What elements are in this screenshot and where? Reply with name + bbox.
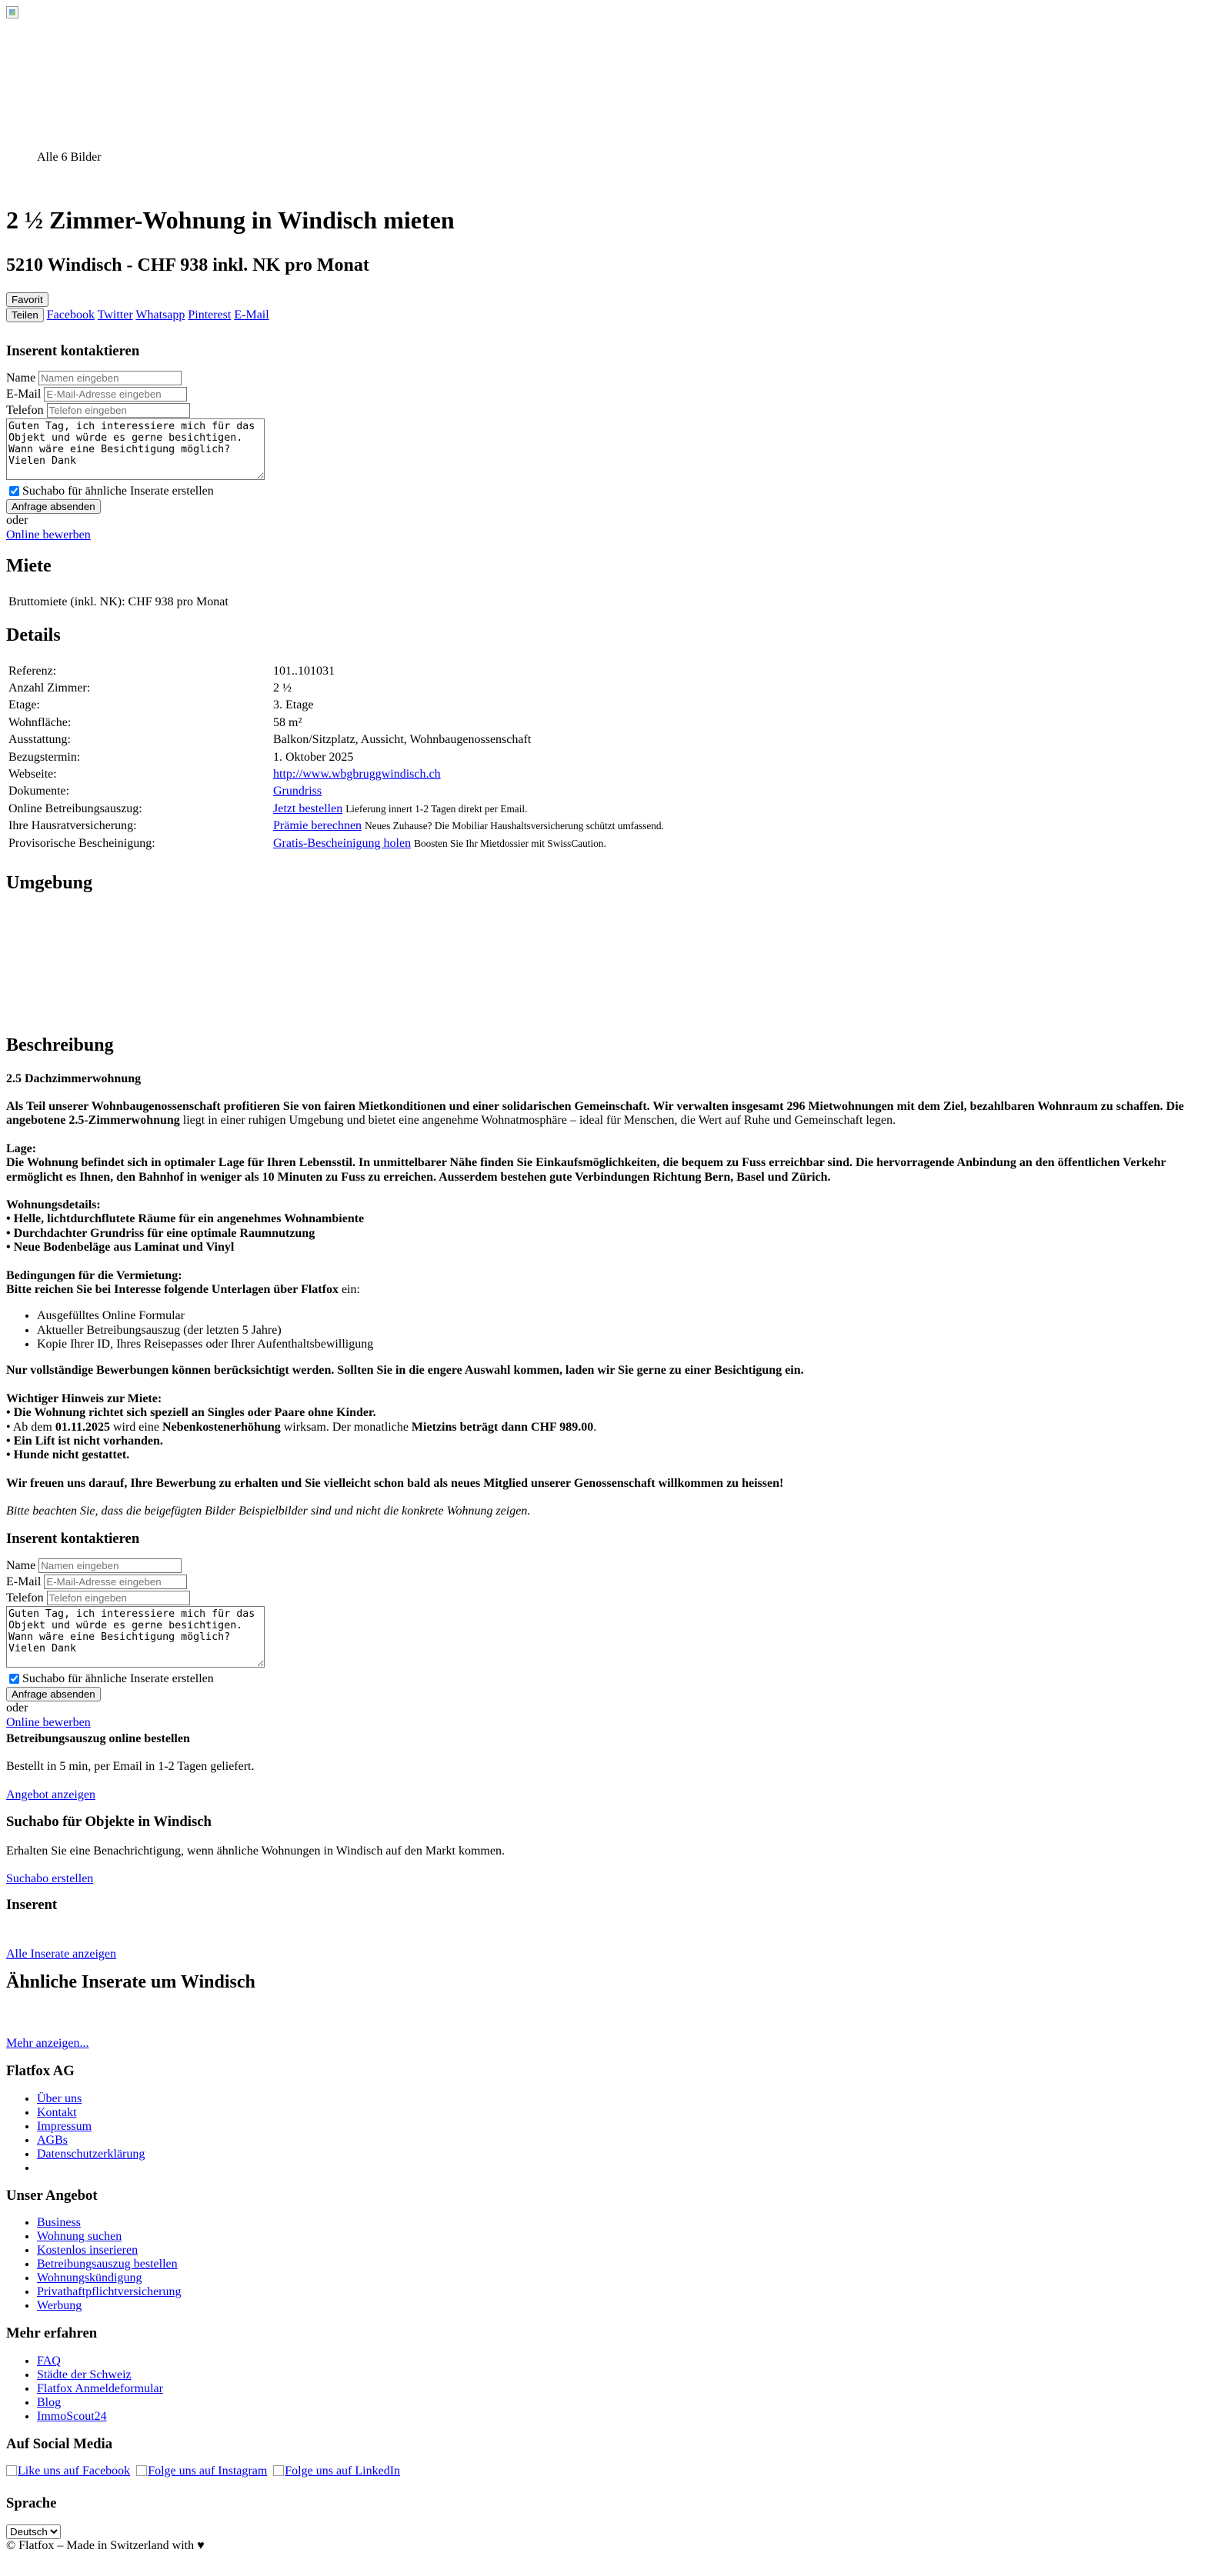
conditions-title: Bedingungen für die Vermietung:	[6, 1268, 182, 1282]
website-link[interactable]: http://www.wbgbruggwindisch.ch	[273, 767, 441, 781]
details-value: Balkon/Sitzplatz, Aussicht, Wohnbaugenossenschaft	[273, 733, 532, 747]
company-links	[6, 2092, 403, 2175]
debt-order-text: Bestellt in 5 min, per Email in 1-2 Tagen geliefert.	[6, 1760, 255, 1774]
conditions-rest: ein:	[338, 1282, 360, 1296]
conditions-paragraph	[6, 1269, 1206, 1298]
privacy-link[interactable]: Datenschutzerklärung	[37, 2147, 145, 2161]
floor-plan-link[interactable]: Grundriss	[273, 785, 322, 798]
details-row	[8, 767, 665, 782]
details-label: Etage:	[8, 698, 40, 712]
calculate-premium-link[interactable]: Prämie berechnen	[273, 819, 362, 833]
facebook-social-link[interactable]: Like uns auf Facebook	[6, 2464, 130, 2478]
name-label: Name	[6, 371, 36, 385]
details-value: 3. Etage	[273, 698, 314, 712]
gallery-image-icon[interactable]	[6, 6, 18, 18]
or-text: oder	[6, 1701, 28, 1715]
debt-extract-label: Online Betreibungsauszug:	[8, 801, 142, 815]
list-item	[37, 2161, 403, 2175]
email-label: E-Mail	[6, 1575, 42, 1588]
list-item: • Kopie Ihrer ID, Ihres Reisepasses oder Ihrer Aufenthaltsbewilligung	[37, 1338, 1206, 1351]
phone-input[interactable]	[47, 1591, 190, 1605]
page-title: 2 ½ Zimmer-Wohnung in Windisch mieten	[6, 206, 455, 234]
details-row	[8, 664, 665, 679]
show-offer-link[interactable]: Angebot anzeigen	[6, 1788, 95, 1801]
terms-link[interactable]: AGBs	[37, 2133, 68, 2147]
blog-link[interactable]: Blog	[37, 2395, 62, 2409]
submit-request-button[interactable]: Anfrage absenden	[6, 499, 101, 514]
location-text: Die Wohnung befindet sich in optimaler Lage für Ihren Lebensstil. In unmittelbarer Nähe finden Sie Einkaufsmöglichkeiten, die bequem zu Fuss erreichbar sind. Die hervorragende Anbindung an den öffentlichen Verkehr ermöglicht es Ihnen, den Bahnhof in weniger als 10 Minuten zu Fuss zu erreichen. Ausserdem bestehen gute Verbindungen Richtung Bern, Basel und Zürich.	[6, 1156, 1166, 1184]
name-input[interactable]	[38, 1558, 182, 1573]
important-title: Wichtiger Hinweis zur Miete:	[6, 1391, 162, 1405]
details-row	[8, 784, 665, 799]
offer-links	[6, 2216, 403, 2313]
apartment-details-title: Wohnungsdetails:	[6, 1198, 101, 1211]
share-facebook-link[interactable]: Facebook	[46, 308, 95, 322]
signup-form-link[interactable]: Flatfox Anmeldeformular	[37, 2381, 163, 2395]
deposit-certificate-link[interactable]: Gratis-Bescheinigung holen	[273, 836, 412, 850]
phone-input[interactable]	[47, 403, 190, 418]
closing-text: Wir freuen uns darauf, Ihre Bewerbung zu erhalten und Sie vielleicht schon bald als neues Mitglied unserer Genossenschaft willkommen zu heissen!	[6, 1476, 784, 1490]
important-notice	[6, 1392, 1206, 1463]
important-bold: Nebenkostenerhöhung	[162, 1420, 281, 1434]
search-alert-checkbox[interactable]	[9, 486, 19, 496]
insurance-note: Neues Zuhause? Die Mobiliar Haushaltsversicherung schützt umfassend.	[365, 820, 664, 832]
contact-form-top	[6, 343, 265, 542]
search-alert-section	[6, 1814, 505, 1886]
email-input[interactable]	[44, 1575, 187, 1589]
details-label: Bezugstermin:	[8, 750, 81, 764]
message-textarea[interactable]	[6, 418, 265, 480]
contact-heading: Inserent kontaktieren	[6, 343, 140, 359]
search-alert-checkbox[interactable]	[9, 1674, 19, 1684]
price-subtitle: 5210 Windisch - CHF 938 inkl. NK pro Monat	[6, 255, 369, 275]
social-links	[6, 2464, 403, 2478]
company-heading: Flatfox AG	[6, 2063, 75, 2079]
complete-application-note: Nur vollständige Bewerbungen können berücksichtigt werden. Sollten Sie in die engere Auswahl kommen, laden wir Sie gerne zu einer Besichtigung ein.	[6, 1364, 804, 1378]
rent-section	[6, 556, 231, 612]
details-table	[6, 662, 666, 853]
description-intro	[6, 1100, 1206, 1128]
detail-item: • Helle, lichtdurchflutete Räume für ein angenehmes Wohnambiente	[6, 1212, 365, 1226]
offer-heading: Unser Angebot	[6, 2187, 98, 2204]
important-date: 01.11.2025	[55, 1420, 110, 1434]
language-heading: Sprache	[6, 2495, 57, 2512]
details-row	[8, 732, 665, 748]
rent-heading: Miete	[6, 556, 52, 576]
debt-order-section	[6, 1732, 255, 1802]
intro-bold: Als Teil unserer Wohnbaugenossenschaft profitieren Sie von fairen Mietkonditionen und einer solidarischen Gemeinschaft. Wir verwalten insgesamt 296 Mietwohnungen mit dem Ziel, bezahlbaren Wohnraum zu schaffen. Die angebotene 2.5-Zimmerwohnung	[6, 1099, 1184, 1128]
faq-link[interactable]: FAQ	[37, 2354, 61, 2368]
free-listing-link[interactable]: Kostenlos inserieren	[37, 2244, 138, 2257]
search-alert-heading: Suchabo für Objekte in Windisch	[6, 1814, 212, 1830]
important-rent: Mietzins beträgt dann CHF 989.00	[411, 1420, 594, 1434]
surroundings-heading: Umgebung	[6, 873, 93, 893]
liability-insurance-link[interactable]: Privathaftpflichtversicherung	[37, 2285, 182, 2298]
apply-online-link[interactable]: Online bewerben	[6, 1715, 91, 1729]
email-input[interactable]	[44, 387, 187, 402]
detail-item: • Neue Bodenbeläge aus Laminat und Vinyl	[6, 1241, 235, 1255]
more-heading: Mehr erfahren	[6, 2325, 98, 2341]
description-heading: Beschreibung	[6, 1035, 114, 1055]
instagram-social-link[interactable]: Folge uns auf Instagram	[136, 2464, 267, 2478]
details-label: Anzahl Zimmer:	[8, 681, 91, 695]
social-heading: Auf Social Media	[6, 2435, 113, 2452]
gross-rent: Bruttomiete (inkl. NK): CHF 938 pro Monat	[8, 595, 229, 608]
description-section	[6, 1035, 1206, 1533]
contact-link[interactable]: Kontakt	[37, 2105, 77, 2119]
conditions-bold: Bitte reichen Sie bei Interesse folgende Unterlagen über Flatfox	[6, 1282, 339, 1296]
create-search-alert-link[interactable]: Suchabo erstellen	[6, 1871, 94, 1885]
important-item: • Die Wohnung richtet sich speziell an Singles oder Paare ohne Kinder.	[6, 1406, 376, 1420]
details-row	[8, 698, 665, 713]
apply-online-link[interactable]: Online bewerben	[6, 528, 91, 542]
copyright: © Flatfox – Made in Switzerland with ♥	[6, 2539, 205, 2553]
cities-link[interactable]: Städte der Schweiz	[37, 2368, 132, 2381]
details-label: Ausstattung:	[8, 733, 71, 747]
details-value: 2 ½	[273, 681, 292, 695]
more-links	[6, 2354, 403, 2424]
documents-label: Dokumente:	[8, 785, 70, 798]
intro-rest: liegt in einer ruhigen Umgebung und bietet eine angenehme Wohnatmosphäre – ideal für Menschen, die Wert auf Ruhe und Gemeinschaft legen.	[179, 1114, 896, 1128]
immoscout-link[interactable]: ImmoScout24	[37, 2409, 107, 2423]
important-item: • Ein Lift ist nicht vorhanden.	[6, 1435, 163, 1448]
details-row	[8, 715, 665, 731]
advertising-link[interactable]: Werbung	[37, 2299, 82, 2312]
share-twitter-link[interactable]: Twitter	[97, 308, 133, 322]
imprint-link[interactable]: Impressum	[37, 2119, 92, 2133]
location-paragraph	[6, 1142, 1206, 1185]
order-debt-extract-footer-link[interactable]: Betreibungsauszug bestellen	[37, 2258, 178, 2271]
business-link[interactable]: Business	[37, 2216, 81, 2229]
advertiser-section	[6, 1897, 116, 1961]
debt-extract-note: Lieferung innert 1-2 Tagen direkt per Email.	[345, 802, 528, 815]
details-label: Wohnfläche:	[8, 715, 72, 729]
share-pinterest-link[interactable]: Pinterest	[188, 308, 232, 322]
all-images-link[interactable]: Alle 6 Bilder	[37, 151, 102, 164]
search-alert-label: Suchabo für ähnliche Inserate erstellen	[22, 484, 214, 498]
search-alert-label: Suchabo für ähnliche Inserate erstellen	[22, 1671, 214, 1685]
share-button[interactable]: Teilen	[6, 308, 44, 322]
details-value: 58 m²	[273, 715, 302, 729]
advertiser-heading: Inserent	[6, 1897, 58, 1913]
important-item: • Hunde nicht gestattet.	[6, 1448, 130, 1462]
find-apartment-link[interactable]: Wohnung suchen	[37, 2230, 122, 2243]
required-documents-list	[6, 1309, 1206, 1351]
linkedin-social-link[interactable]: Folge uns auf LinkedIn	[273, 2464, 400, 2478]
footer	[6, 2063, 403, 2554]
description-subheading: 2.5 Dachzimmerwohnung	[6, 1071, 142, 1085]
list-item: • Ausgefülltes Online Formular	[37, 1309, 1206, 1323]
surroundings-section	[6, 873, 92, 895]
details-value: 1. Oktober 2025	[273, 750, 354, 764]
list-item: • Aktueller Betreibungsauszug (der letzten 5 Jahre)	[37, 1324, 1206, 1338]
contact-form-bottom	[6, 1531, 265, 1730]
location-title: Lage:	[6, 1141, 37, 1155]
debt-order-heading: Betreibungsauszug online bestellen	[6, 1732, 190, 1745]
order-debt-extract-link[interactable]: Jetzt bestellen	[273, 801, 343, 815]
email-label: E-Mail	[6, 387, 42, 401]
about-link[interactable]: Über uns	[37, 2091, 82, 2105]
details-value: 101..101031	[273, 664, 335, 678]
share-whatsapp-link[interactable]: Whatsapp	[135, 308, 185, 322]
phone-label: Telefon	[6, 403, 44, 417]
or-text: oder	[6, 514, 28, 528]
name-input[interactable]	[38, 371, 182, 385]
details-label: Referenz:	[8, 664, 57, 678]
all-listings-link[interactable]: Alle Inserate anzeigen	[6, 1947, 117, 1961]
details-row	[8, 681, 665, 696]
termination-link[interactable]: Wohnungskündigung	[37, 2271, 142, 2284]
details-row	[8, 836, 665, 851]
name-label: Name	[6, 1558, 36, 1572]
message-textarea[interactable]	[6, 1606, 265, 1668]
important-text: .	[593, 1420, 597, 1434]
important-text: wirksam. Der monatliche	[280, 1420, 412, 1434]
details-section	[6, 625, 666, 853]
details-row	[8, 818, 665, 834]
important-text: wird eine	[109, 1420, 162, 1434]
share-row	[6, 308, 269, 322]
similar-listings-section	[6, 1972, 255, 2051]
similar-heading: Ähnliche Inserate um Windisch	[6, 1972, 255, 1992]
important-text: • Ab dem	[6, 1420, 55, 1434]
details-heading: Details	[6, 625, 61, 645]
share-email-link[interactable]: E-Mail	[234, 308, 269, 322]
detail-item: • Durchdachter Grundriss für eine optimale Raumnutzung	[6, 1226, 315, 1240]
show-more-link[interactable]: Mehr anzeigen...	[6, 2036, 89, 2050]
deposit-label: Provisorische Bescheinigung:	[8, 836, 155, 850]
search-alert-text: Erhalten Sie eine Benachrichtigung, wenn ähnliche Wohnungen in Windisch auf den Markt kommen.	[6, 1844, 505, 1858]
phone-label: Telefon	[6, 1591, 44, 1605]
details-row	[8, 750, 665, 765]
language-select[interactable]	[6, 2524, 61, 2539]
contact-heading: Inserent kontaktieren	[6, 1531, 140, 1547]
submit-request-button[interactable]: Anfrage absenden	[6, 1687, 101, 1701]
apartment-details	[6, 1198, 1206, 1255]
favorite-button[interactable]: Favorit	[6, 292, 48, 307]
insurance-label: Ihre Hausratversicherung:	[8, 819, 137, 833]
details-row	[8, 801, 665, 817]
website-label: Webseite:	[8, 767, 57, 781]
deposit-note: Boosten Sie Ihr Mietdossier mit SwissCaution.	[414, 837, 606, 849]
image-disclaimer: Bitte beachten Sie, dass die beigefügten Bilder Beispielbilder sind und nicht die konkrete Wohnung zeigen.	[6, 1505, 531, 1518]
